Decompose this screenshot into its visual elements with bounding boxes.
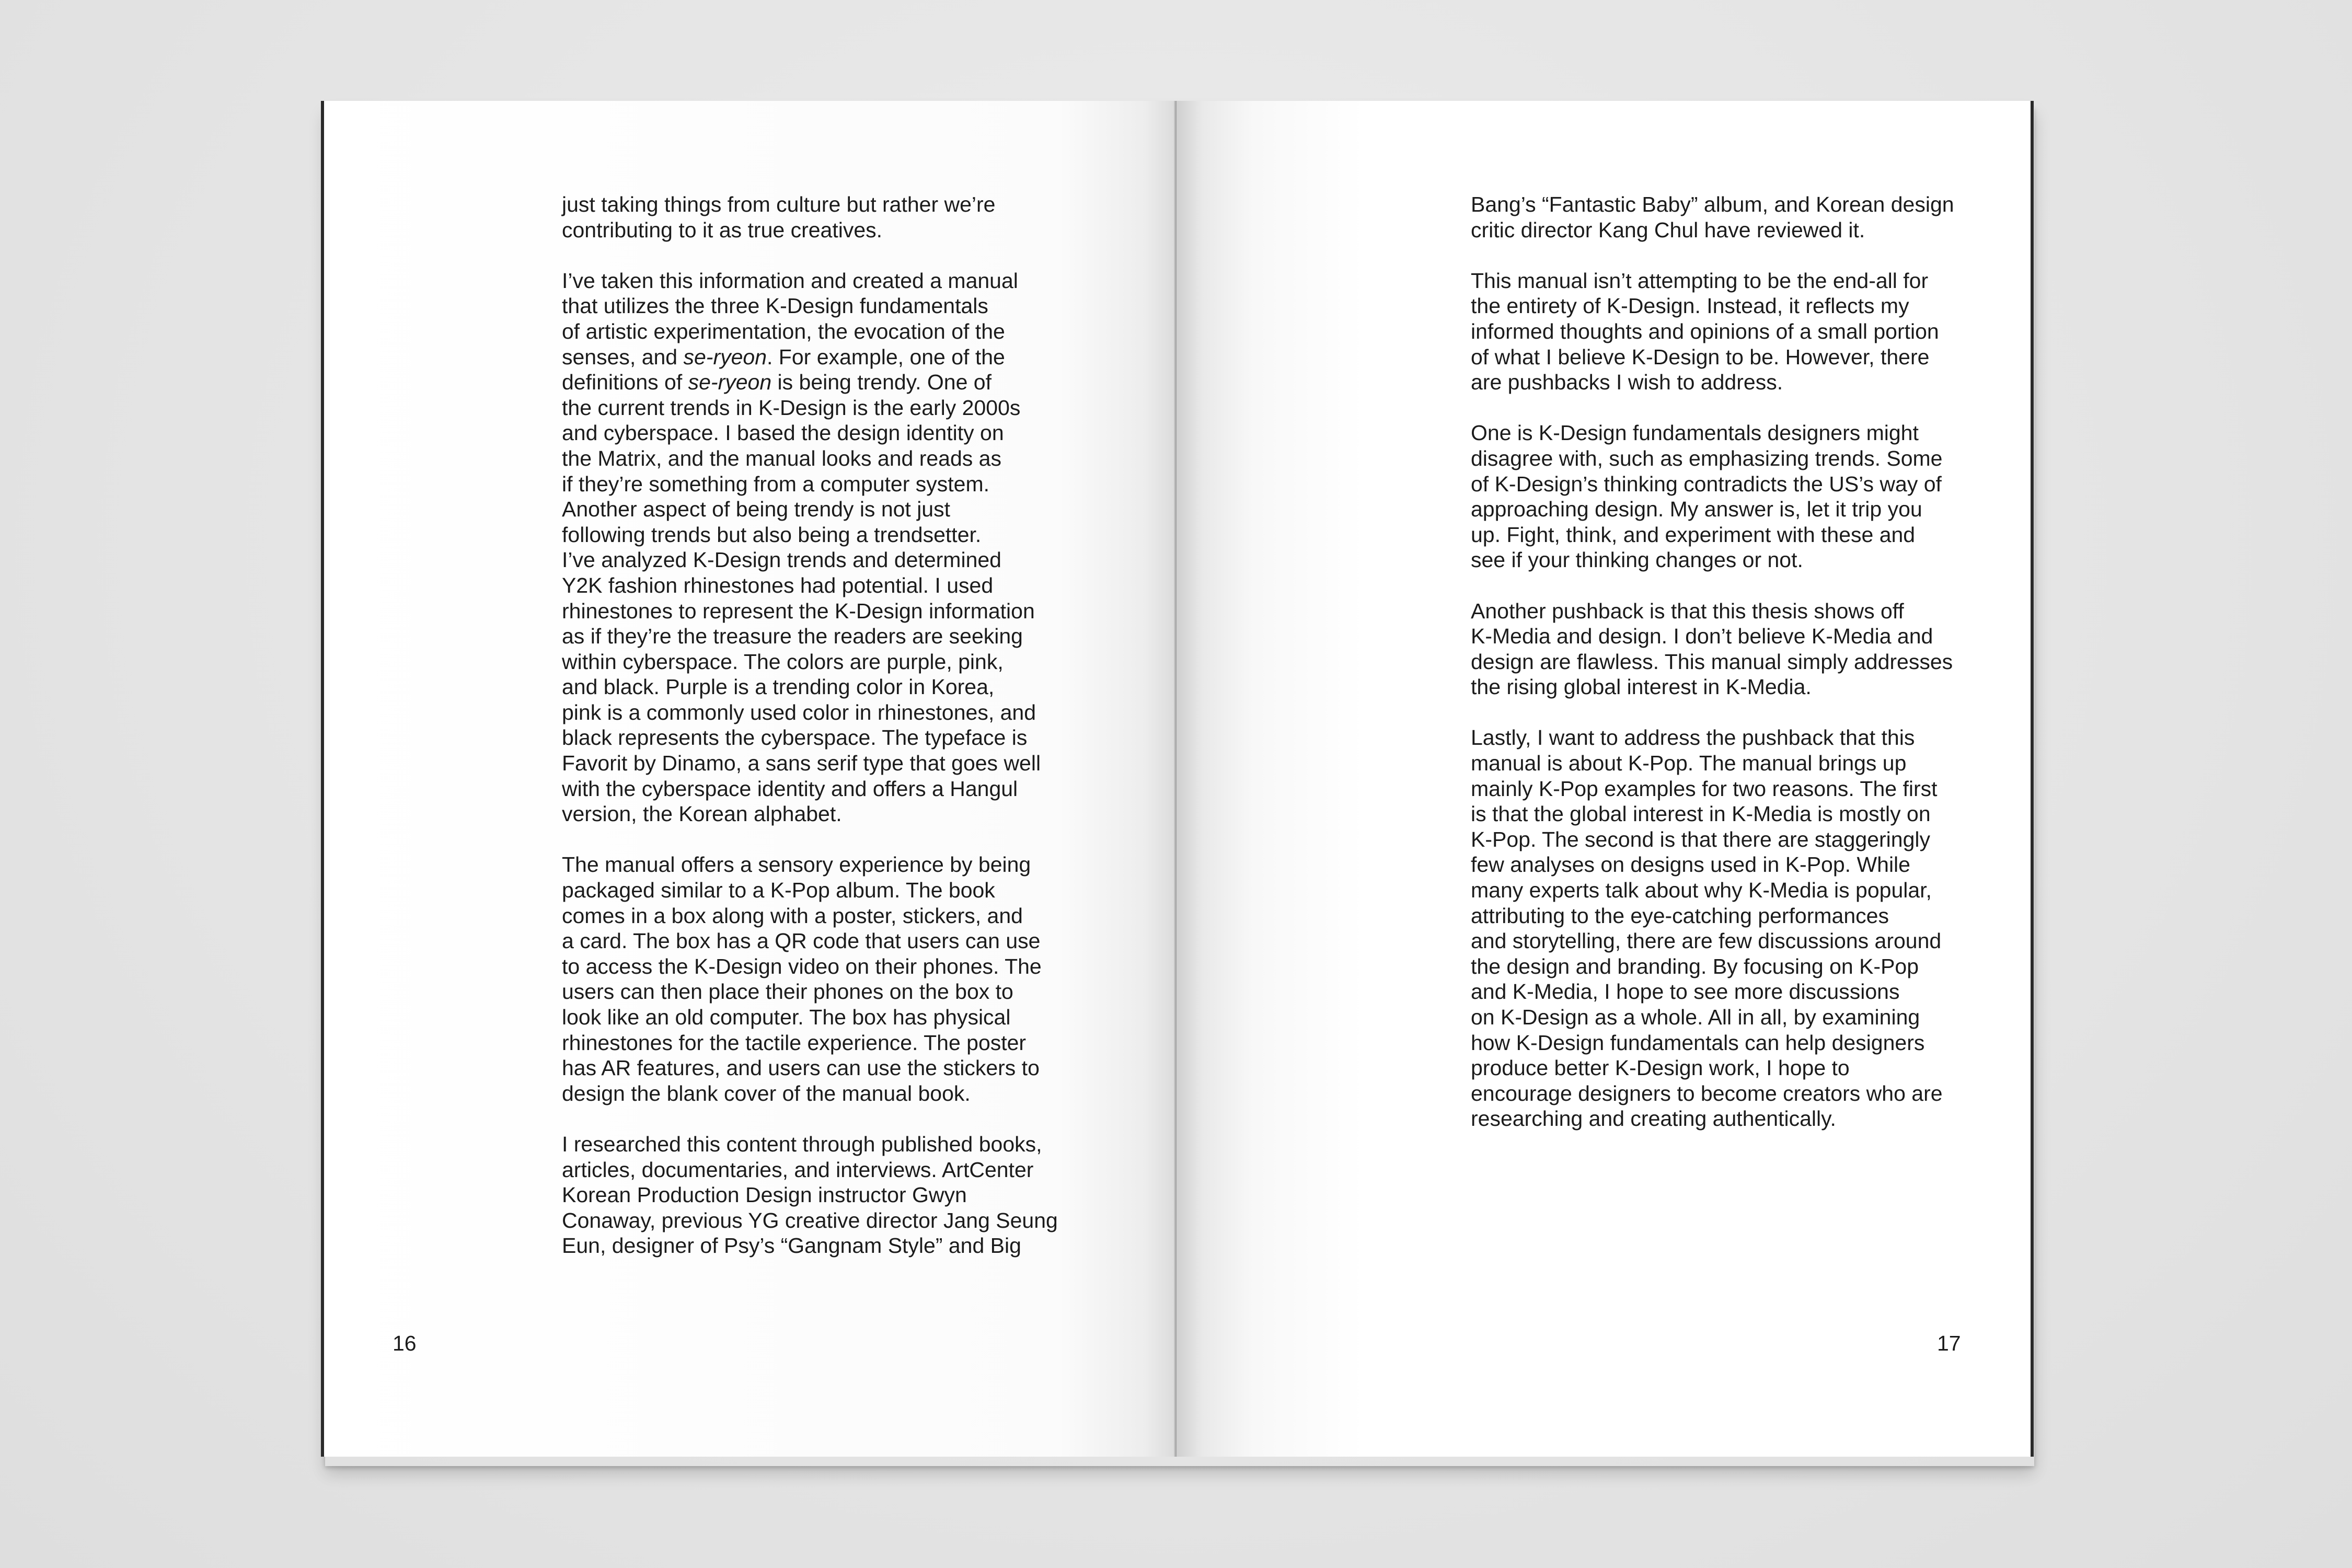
left-page-number: 16 [393,1331,417,1355]
paragraph [1471,725,2014,1132]
paragraph-text: I researched this content through published books, articles, documentaries, and interviews. ArtCenter Korean Production Design instructor Gwyn Conaway, previous YG creative director Jang Seung Eun, designer of Psy’s “Gangnam Style” and Big [562,1132,1058,1258]
italic-term: se-ryeon [683,344,767,369]
paragraph-text: The manual offers a sensory experience by being packaged similar to a K-Pop album. The book comes in a box along with a poster, stickers, and a card. The box has a QR code that users can use to access the K-Design video on their phones. The users can then place their phones on the box to look like an old computer. The box has physical rhinestones for the tactile experience. The poster has AR features, and users can use the stickers to design the blank cover of the manual book. [562,852,1042,1105]
paragraph-text: . For example, one of the definitions of [562,344,1005,395]
paragraph-text: Bang’s “Fantastic Baby” album, and Korean design critic director Kang Chul have reviewed it. [1471,192,1954,242]
paragraph [562,852,1147,1106]
paragraph [1471,268,2014,395]
italic-term: se-ryeon [688,370,772,395]
left-page-body [562,192,1147,1259]
paragraph [1471,192,2014,243]
paragraph-text: is being trendy. One of the current trends in K-Design is the early 2000s and cyberspace. I based the design identity on the Matrix, and the manual looks and reads as if they’re something from a computer system. Another aspect of being trendy is not just following trends but also being a trendsetter. I’ve analyzed K-Design trends and determined Y2K fashion rhinestones had potential. I used rhinestones to represent the K-Design information as if they’re the treasure the readers are seeking within cyberspace. The colors are purple, pink, and black. Purple is a trending color in Korea, pink is a commonly used color in rhinestones, and black represents the cyberspace. The typeface is Favorit by Dinamo, a sans serif type that goes well with the cyberspace identity and offers a Hangul version, the Korean alphabet. [562,370,1041,826]
paragraph-text: I’ve taken this information and created a manual that utilizes the three K-Design fundamentals of artistic experimentation, the evocation of the senses, and [562,268,1018,369]
right-page-number: 17 [1937,1331,1961,1355]
right-page-body [1471,192,2014,1132]
paragraph [1471,598,2014,700]
paragraph [1471,420,2014,573]
paragraph-text: just taking things from culture but rather we’re contributing to it as true creatives. [562,192,996,242]
paragraph-text: Lastly, I want to address the pushback that this manual is about K-Pop. The manual brings up mainly K-Pop examples for two reasons. The first is that the global interest in K-Media is mostly on K-Pop. The second is that there are staggeringly few analyses on designs used in K-Pop. While many experts talk about why K-Media is popular, attributing to the eye-catching performances and storytelling, there are few discussions around the design and branding. By focusing on K-Pop and K-Media, I hope to see more discussions on K-Design as a whole. All in all, by examining how K-Design fundamentals can help designers produce better K-Design work, I hope to encourage designers to become creators who are researching and creating authentically. [1471,725,1943,1131]
paragraph [562,1132,1147,1259]
paragraph-text: This manual isn’t attempting to be the end-all for the entirety of K-Design. Instead, it reflects my informed thoughts and opinions of a small portion of what I believe K-Design to be. However, there are pushbacks I wish to address. [1471,268,1939,395]
left-page [321,101,1180,1457]
paragraph-text: Another pushback is that this thesis shows off K-Media and design. I don’t believe K-Media and design are flawless. This manual simply addresses the rising global interest in K-Media. [1471,598,1953,699]
right-page [1177,101,2034,1457]
paragraph-text: One is K-Design fundamentals designers might disagree with, such as emphasizing trends. Some of K-Design’s thinking contradicts the US’s way of approaching design. My answer is, let it trip you up. Fight, think, and experiment with these and see if your thinking changes or not. [1471,421,1943,572]
paragraph [562,268,1147,827]
paragraph [562,192,1147,243]
